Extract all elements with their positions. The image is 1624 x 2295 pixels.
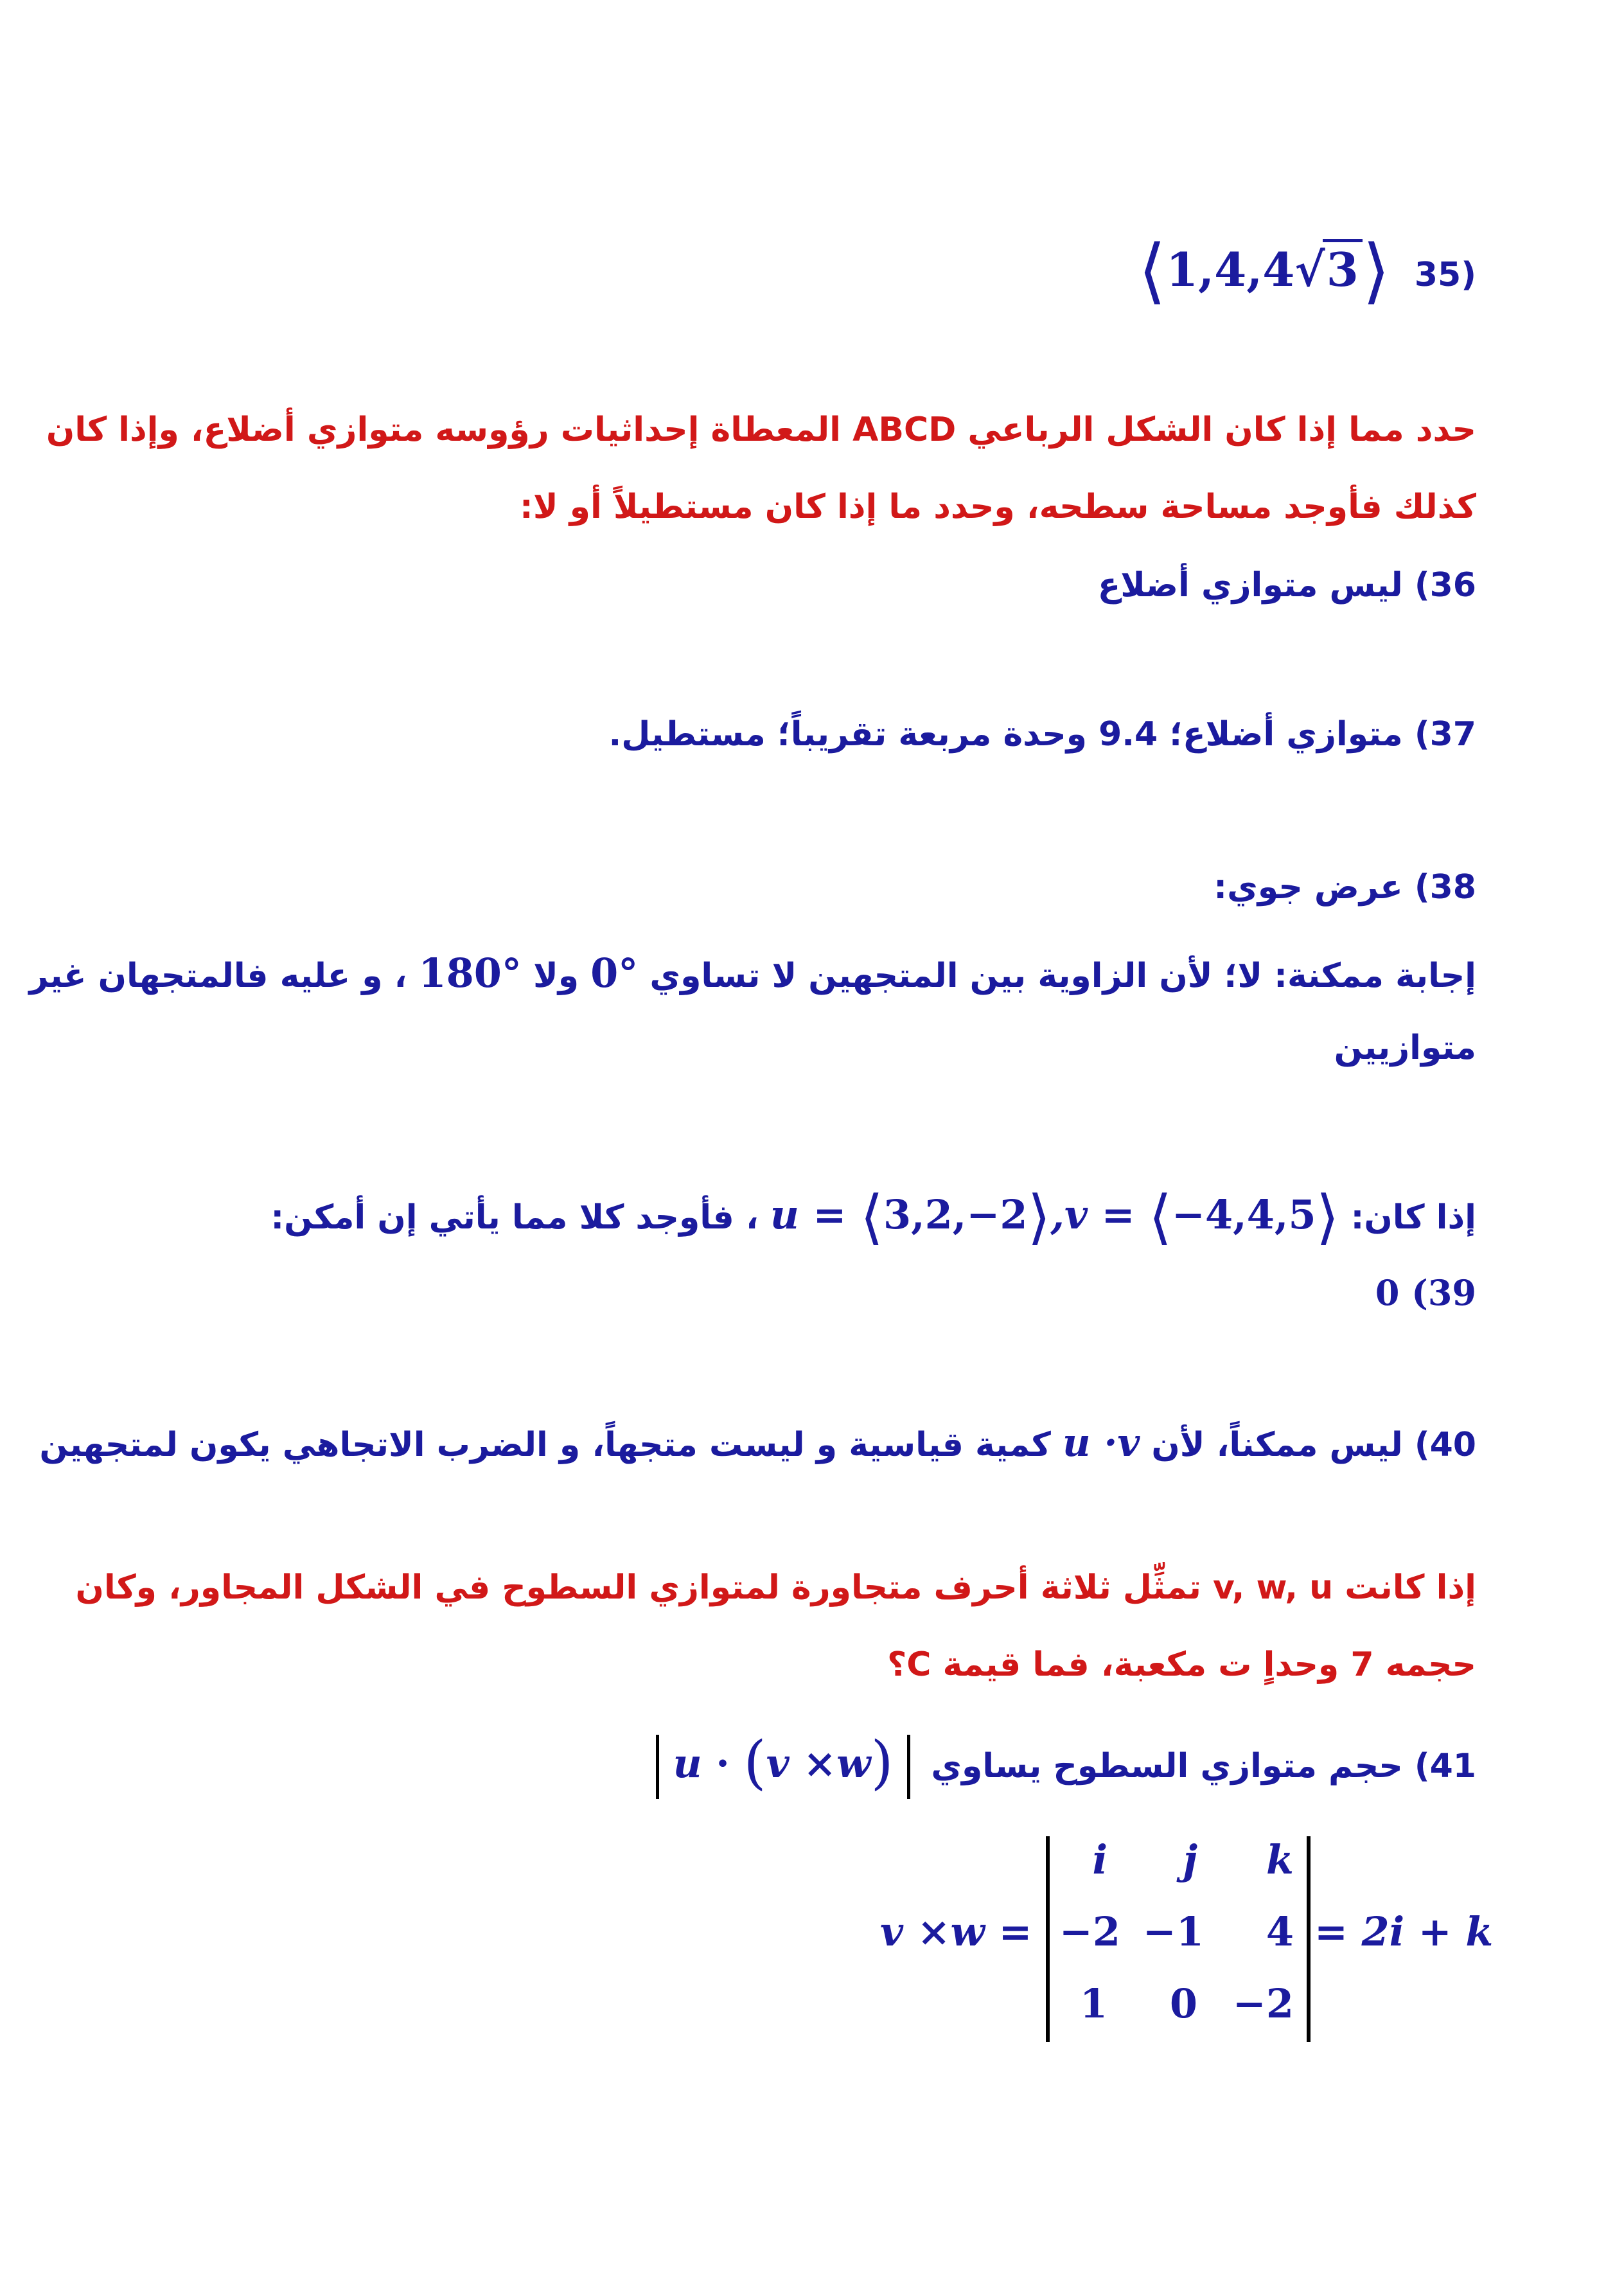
given-vectors-line: إذا كان: u = ⟨3,2,−2⟩,v = ⟨−4,4,5⟩ ، فأوجد كلا مما يأتي إن أمكن: — [270, 1182, 1476, 1253]
q41-line: 41) حجم متوازي السطوح يساوي u · (v ×w) — [656, 1728, 1476, 1799]
right-angle-bracket-icon: ⟩ — [1027, 1183, 1051, 1252]
cross-product-lhs: v ×w = — [880, 1908, 1032, 1955]
det-cell-1-1: −1 — [1142, 1908, 1204, 1955]
q35-line — [1138, 228, 1476, 313]
left-angle-bracket-icon: ⟨ — [1149, 1183, 1172, 1252]
q35-number: (35 — [1414, 256, 1476, 294]
section2-line2: حجمه 7 وحداٍ ت مكعبة، فما قيمة C؟ — [887, 1645, 1476, 1684]
q40-answer: 40) ليس ممكناً، لأن u ·v كمية قياسية و ليست متجهاً، و الضرب الاتجاهي يكون لمتجهين — [39, 1421, 1476, 1466]
det-cell-0-0: i — [1092, 1836, 1108, 1883]
sqrt-expression: √3 — [1294, 239, 1362, 297]
section1-line1: حدد مما إذا كان الشكل الرباعي ABCD المعطاة إحداثيات رؤوسه متوازي أضلاع، وإذا كان — [46, 411, 1476, 449]
q38-answer-line1: إجابة ممكنة: لا؛ لأن الزاوية بين المتجهين لا تساوي 0° ولا 180° ، و عليه فالمتجهان غير — [29, 950, 1476, 997]
q38-answer-line2: متوازيين — [1334, 1029, 1476, 1067]
degree-zero: 0° — [590, 950, 639, 997]
section2-line1: إذا كانت v, w, u تمثِّل ثلاثة أحرف متجاورة لمتوازي السطوح في الشكل المجاور، وكان — [75, 1568, 1476, 1607]
section1-line2: كذلك فأوجد مساحة سطحه، وحدد ما إذا كان مستطيلاً أو لا: — [520, 488, 1476, 526]
q38-label: 38) عرض جوي: — [1214, 868, 1476, 907]
det-cell-2-2: −2 — [1232, 1980, 1294, 2027]
q35-vector: ⟨1,4,4√3⟩ — [1138, 229, 1390, 312]
det-cell-0-1: j — [1183, 1836, 1197, 1883]
vector-definitions: u = ⟨3,2,−2⟩,v = ⟨−4,4,5⟩ — [770, 1183, 1339, 1252]
det-cell-1-2: 4 — [1266, 1908, 1294, 1955]
abs-bar-left — [656, 1735, 659, 1799]
degree-180: 180° — [418, 950, 522, 997]
left-angle-bracket-icon: ⟨ — [860, 1183, 883, 1252]
abs-bar-right — [907, 1735, 910, 1799]
left-angle-bracket-icon: ⟨ — [1138, 229, 1166, 312]
det-cell-2-1: 0 — [1169, 1980, 1197, 2027]
right-angle-bracket-icon: ⟩ — [1362, 229, 1390, 312]
cross-product-result: = 2i + k — [1314, 1908, 1494, 1955]
dot-product-expression: u ·v — [1063, 1421, 1140, 1466]
right-angle-bracket-icon: ⟩ — [1316, 1183, 1339, 1252]
q36-answer: 36) ليس متوازي أضلاع — [1097, 566, 1476, 605]
det-cell-2-0: 1 — [1079, 1980, 1108, 2027]
det-cell-1-0: −2 — [1059, 1908, 1120, 1955]
q37-answer: 37) متوازي أضلاع؛ 9.4 وحدة مربعة تقريباً؛ مستطيل. — [608, 715, 1476, 754]
det-cell-0-2: k — [1266, 1836, 1294, 1883]
q39-answer: 0 (39 — [1375, 1272, 1476, 1313]
determinant-matrix — [1046, 1836, 1311, 2042]
triple-product-expression: u · (v ×w) — [656, 1728, 910, 1799]
